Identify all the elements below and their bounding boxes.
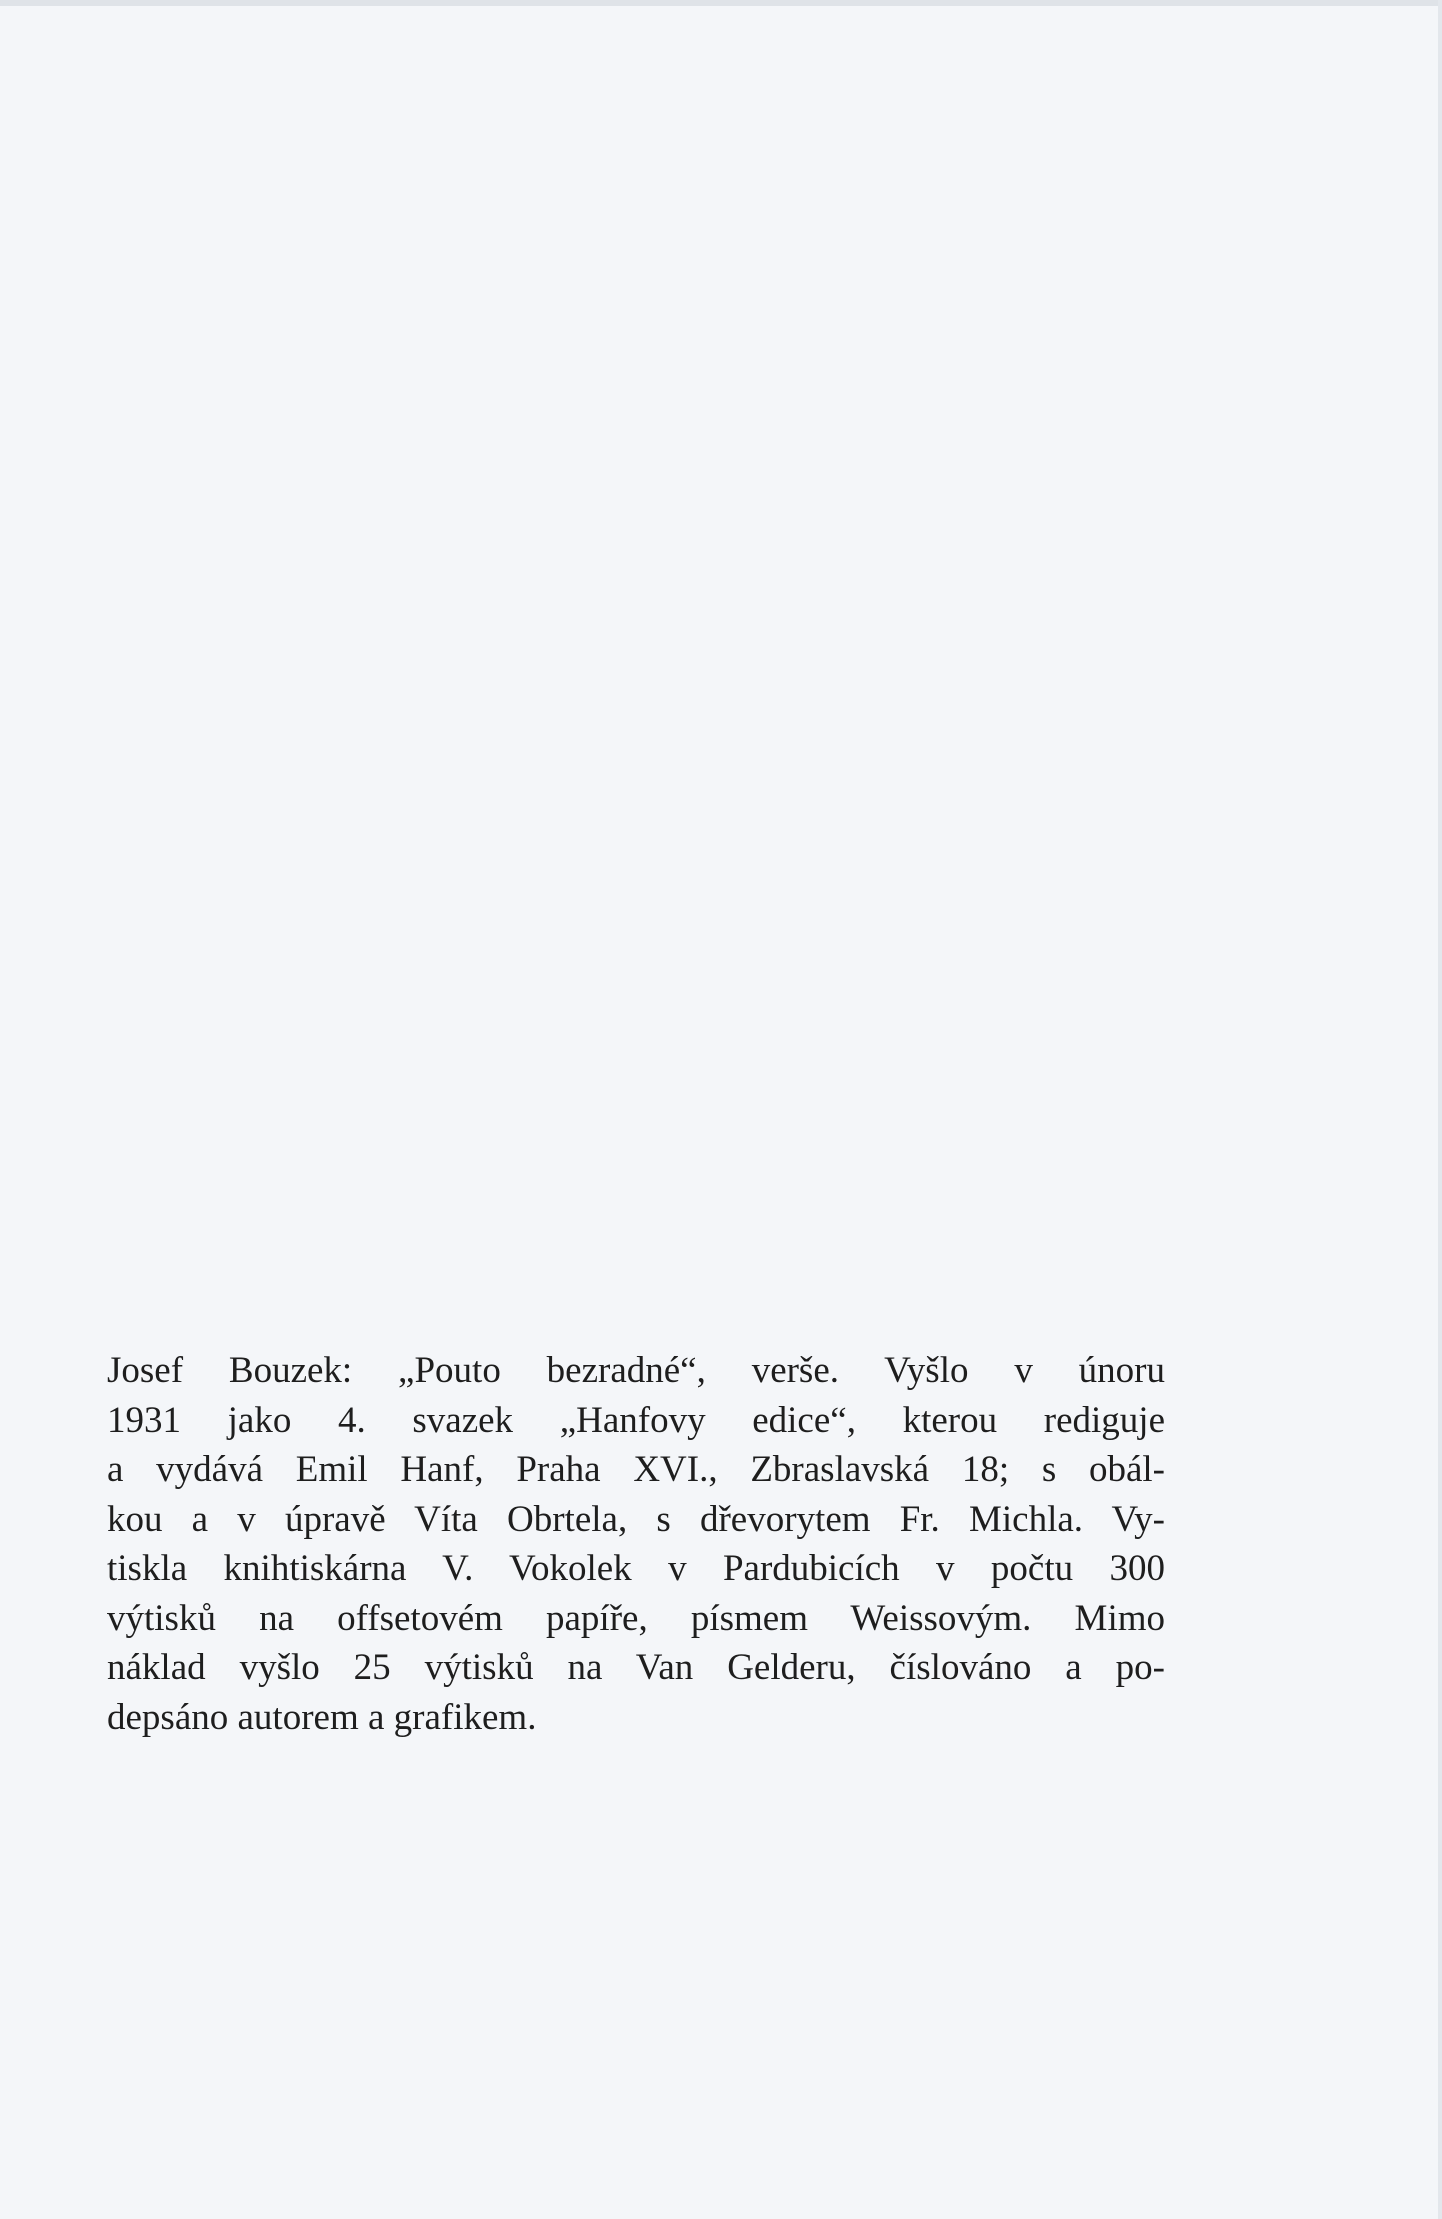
- colophon-line-8: depsáno autorem a grafikem.: [107, 1696, 537, 1738]
- colophon-line-4: kou a v úpravě Víta Obrtela, s dřevorytem Fr. Michla. Vy-: [107, 1498, 1165, 1540]
- colophon-line-7: náklad vyšlo 25 výtisků na Van Gelderu, číslováno a po-: [107, 1647, 1165, 1688]
- colophon-line-6: výtisků na offsetovém papíře, písmem Weissovým. Mimo: [107, 1597, 1165, 1639]
- page-right-edge: [1438, 0, 1442, 2219]
- colophon-line-5: tiskla knihtiskárna V. Vokolek v Pardubicích v počtu 300: [107, 1548, 1165, 1589]
- colophon-line-1: Josef Bouzek: „Pouto bezradné“, verše. Vyšlo v únoru: [107, 1350, 1165, 1391]
- colophon-paragraph: [107, 1346, 1165, 1742]
- colophon-line-3: a vydává Emil Hanf, Praha XVI., Zbraslavská 18; s obál-: [107, 1449, 1165, 1490]
- colophon-line-2: 1931 jako 4. svazek „Hanfovy edice“, kterou rediguje: [107, 1399, 1165, 1441]
- page-top-edge: [0, 0, 1442, 6]
